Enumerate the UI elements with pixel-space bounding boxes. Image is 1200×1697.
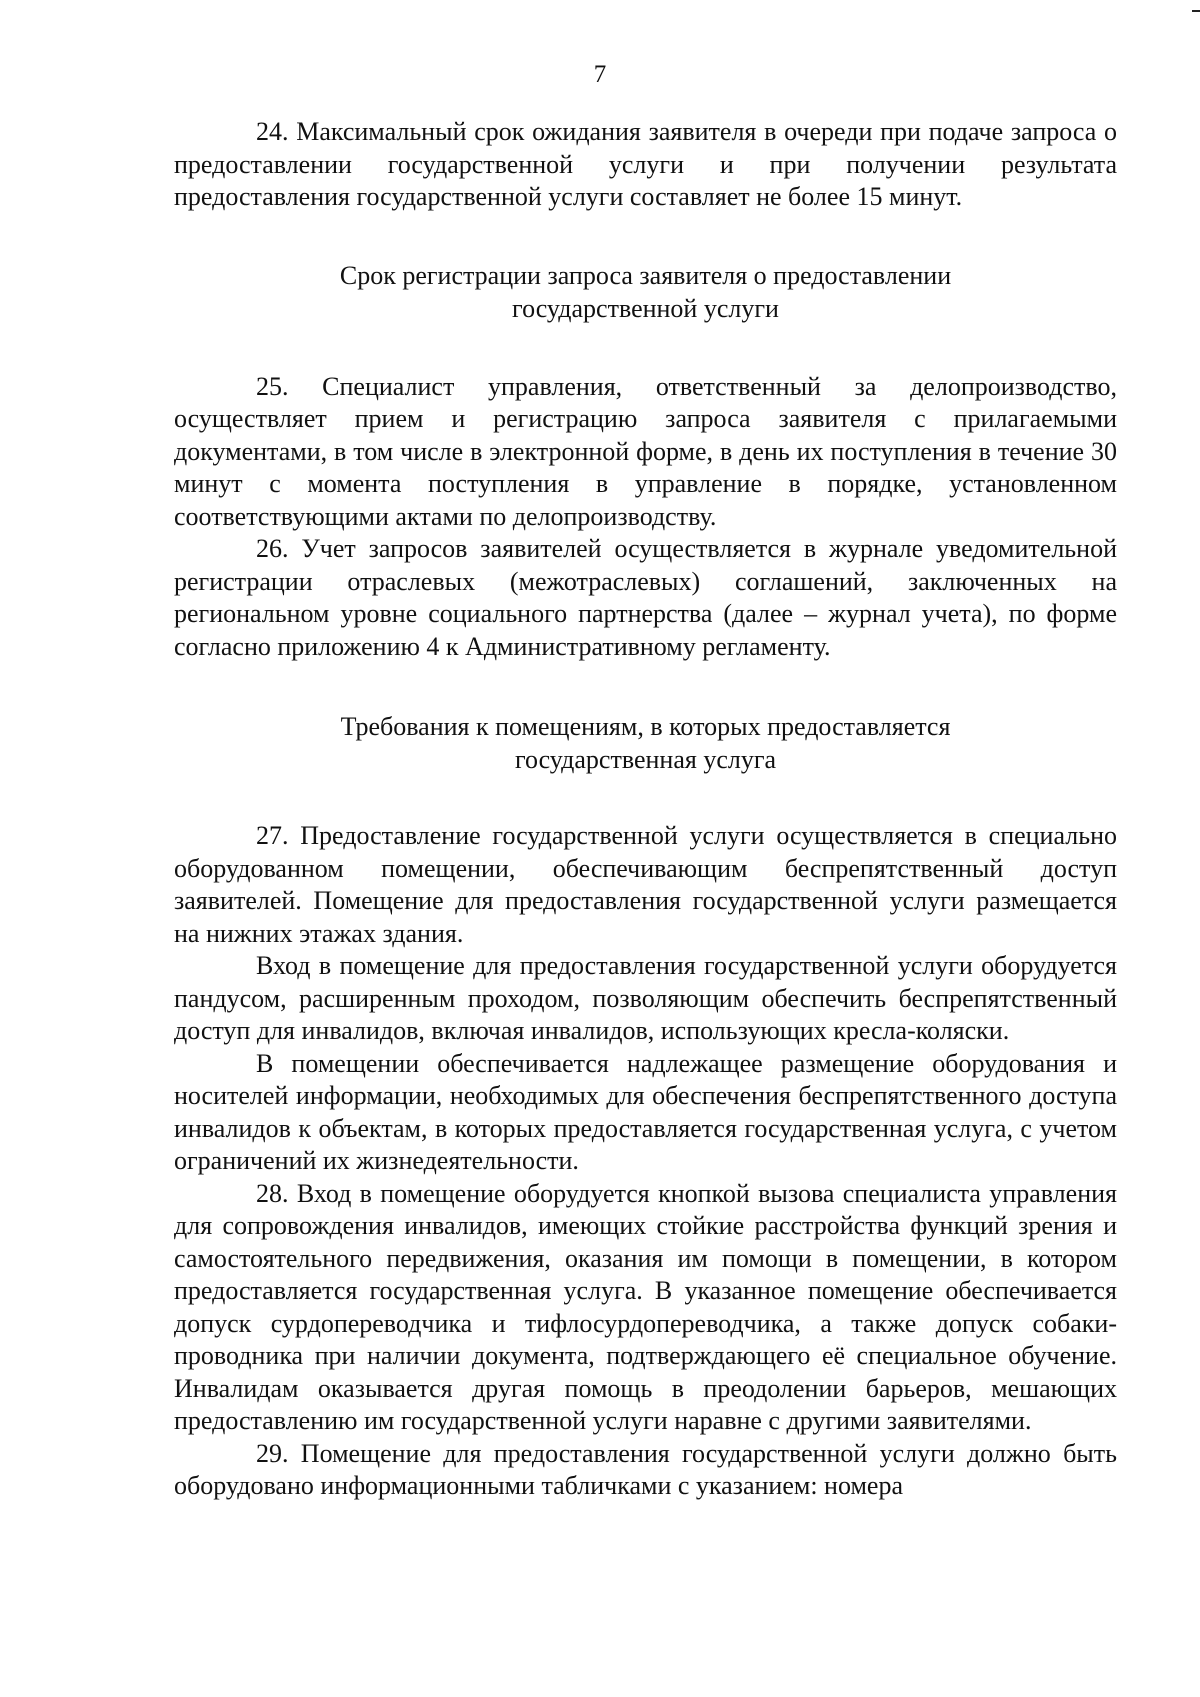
page-number: 7 <box>593 61 607 88</box>
heading-line: государственная услуга <box>514 745 777 774</box>
heading-line: Срок регистрации запроса заявителя о предоставлении <box>339 260 952 290</box>
scan-mark <box>1192 10 1200 12</box>
paragraph-25: 25. Специалист управления, ответственный за делопроизводство, осуществляет прием и регистрацию запроса заявителя с прилагаемыми документами, в том числе в электронной форме, в день их поступления в течение 30 минут с момента поступления в управление в порядке, установленном соответствующими актами по делопроизводству. <box>174 371 1117 531</box>
paragraph-26: 26. Учет запросов заявителей осуществляется в журнале уведомительной регистрации отраслевых (межотраслевых) соглашений, заключенных на региональном уровне социального партнерства (далее – журнал учета), по форме согласно приложению 4 к Административному регламенту. <box>174 534 1117 661</box>
paragraph-29: 29. Помещение для предоставления государственной услуги должно быть оборудовано информационными табличками с указанием: номера <box>174 1438 1117 1500</box>
heading-line: государственной услуги <box>512 293 779 323</box>
page-content <box>174 116 1117 1503</box>
paragraph-27: 27. Предоставление государственной услуги осуществляется в специально оборудованном помещении, обеспечивающим беспрепятственный доступ заявителей. Помещение для предоставления государственной услуги размещается на нижних этажах здания. <box>174 821 1117 948</box>
section-heading-registration <box>174 259 1117 325</box>
paragraph-28: 28. Вход в помещение оборудуется кнопкой вызова специалиста управления для сопровождения инвалидов, имеющих стойкие расстройства функций зрения и самостоятельного передвижения, оказания им помощи в помещении, в котором предоставляется государственная услуга. В указанное помещение обеспечивается допуск сурдопереводчика и тифлосурдопереводчика, а также допуск собаки-проводника при наличии документа, подтверждающего её специальное обучение. Инвалидам оказывается другая помощь в преодолении барьеров, мешающих предоставлению им государственной услуги наравне с другими заявителями. <box>174 1178 1117 1435</box>
paragraph-27-entrance: Вход в помещение для предоставления государственной услуги оборудуется пандусом, расширенным проходом, позволяющим обеспечить беспрепятственный доступ для инвалидов, включая инвалидов, использующих кресла-коляски. <box>174 951 1117 1045</box>
paragraph-24: 24. Максимальный срок ожидания заявителя в очереди при подаче запроса о предоставлении государственной услуги и при получении результата предоставления государственной услуги составляет не более 15 минут. <box>174 117 1117 211</box>
section-heading-premises <box>174 710 1117 776</box>
paragraph-27-equipment: В помещении обеспечивается надлежащее размещение оборудования и носителей информации, необходимых для обеспечения беспрепятственного доступа инвалидов к объектам, в которых предоставляется государственная услуга, с учетом ограничений их жизнедеятельности. <box>174 1048 1117 1175</box>
heading-line: Требования к помещениям, в которых предоставляется <box>340 712 951 741</box>
